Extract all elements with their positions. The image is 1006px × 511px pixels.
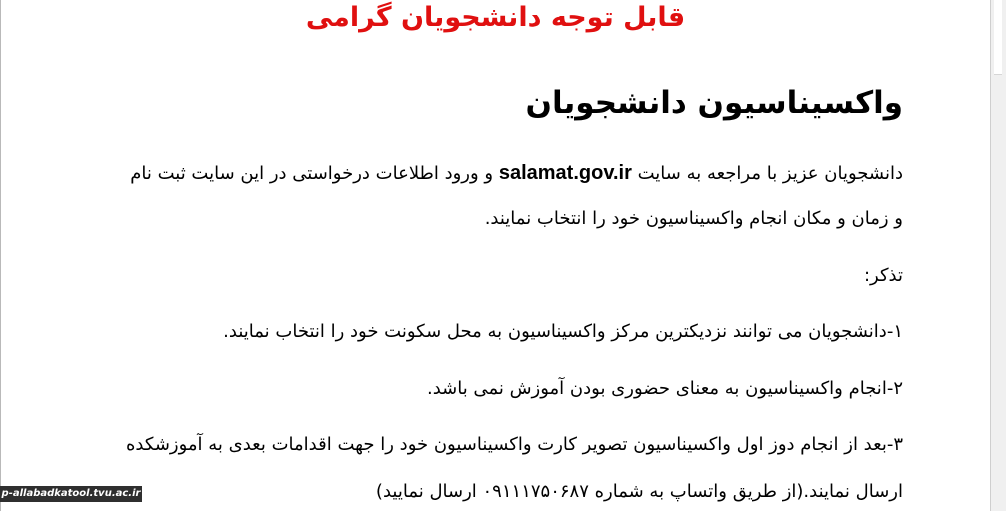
paragraph-text-after-site: و ورود اطلاعات درخواستی در این سایت ثبت نام — [130, 163, 494, 184]
note-item-2: ۲-انجام واکسیناسیون به معنای حضوری بودن آموزش نمی باشد. — [426, 378, 903, 399]
page-heading: واکسیناسیون دانشجویان — [525, 85, 903, 121]
note-item-1: ۱-دانشجویان می توانند نزدیکترین مرکز واکسیناسیون به محل سکونت خود را انتخاب نمایند. — [223, 321, 903, 342]
paragraph-text-before-site: دانشجویان عزیز با مراجعه به سایت — [637, 163, 903, 184]
site-watermark: p-allabadkatool.tvu.ac.ir — [0, 486, 142, 502]
paragraph-line-1 — [130, 158, 903, 189]
banner-title: قابل توجه دانشجویان گرامی — [305, 2, 686, 33]
note-label: تذکر: — [863, 265, 903, 286]
paragraph-line-2: و زمان و مکان انجام واکسیناسیون خود را انتخاب نمایند. — [484, 208, 903, 229]
scrollbar-thumb[interactable] — [994, 0, 1002, 75]
note-item-3-line-2: ارسال نمایند.(از طریق واتساپ به شماره ۰۹۱۱۱۷۵۰۶۸۷ ارسال نمایید) — [375, 481, 903, 502]
document-sheet — [1, 0, 990, 511]
note-item-3-line-1: ۳-بعد از انجام دوز اول واکسیناسیون تصویر کارت واکسیناسیون خود را جهت اقدامات بعدی به آموزشکده — [126, 434, 903, 455]
site-address: salamat.gov.ir — [498, 162, 632, 184]
scrollbar-track[interactable] — [990, 0, 1006, 511]
